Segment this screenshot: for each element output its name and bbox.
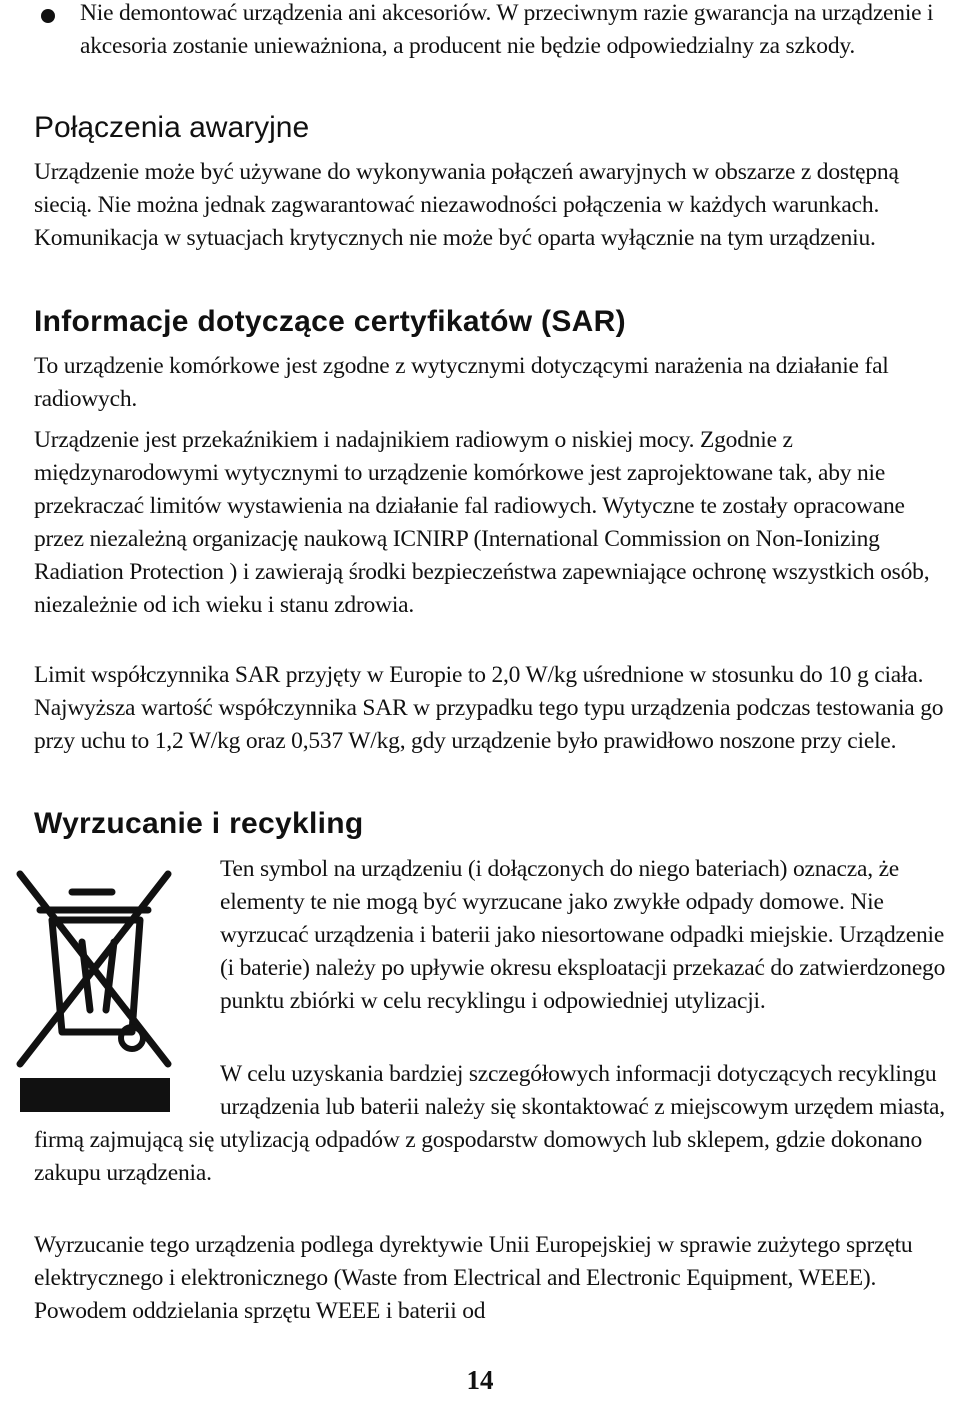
disposal-paragraph-1 [34,853,960,1051]
sar-paragraph-3: Limit współczynnika SAR przyjęty w Europie to 2,0 W/kg uśrednione w stosunku do 10 g ciała. Najwyższa wartość współczynnika SAR w przypadku tego typu urządzenia podczas testowania go przy uchu to 1,2 W/kg oraz 0,537 W/kg, gdy urządzenie było prawidłowo noszone przy ciele. [34,662,944,754]
section-heading-sar: Informacje dotyczące certyfikatów (SAR) [34,305,626,338]
disposal-paragraph-2 [34,1058,960,1190]
section-heading-disposal: Wyrzucanie i recykling [34,807,364,840]
bullet-icon [41,9,55,23]
sar-paragraph-2: Urządzenie jest przekaźnikiem i nadajnikiem radiowym o niskiej mocy. Zgodnie z międzynarodowymi wytycznymi to urządzenie komórkowe jest zaprojektowane tak, aby nie przekraczać limitów wystawienia na działanie fal radiowych. Wytyczne te zostały opracowane przez niezależną organizację naukową ICNIRP (International Commission on Non-Ionizing Radiation Protection ) i zawierają środki bezpieczeństwa zapewniające ochronę wszystkich osób, niezależnie od ich wieku i stanu zdrowia. [34,427,930,618]
sar-paragraph-1: To urządzenie komórkowe jest zgodne z wytycznymi dotyczącymi narażenia na działanie fal radiowych. [34,353,889,412]
section-heading-emergency-calls: Połączenia awaryjne [34,111,310,144]
bullet-text: Nie demontować urządzenia ani akcesoriów. W przeciwnym razie gwarancja na urządzenie i akcesoria zostanie unieważniona, a producent nie będzie odpowiedzialny za szkody. [80,0,934,59]
page-number: 14 [466,1365,494,1395]
emergency-calls-paragraph: Urządzenie może być używane do wykonywania połączeń awaryjnych w obszarze z dostępną siecią. Nie można jednak zagwarantować niezawodności połączenia w każdych warunkach. Komunikacja w sytuacjach krytycznych nie może być oparta wyłącznie na tym urządzeniu. [34,159,899,251]
disposal-paragraph-1-text: Ten symbol na urządzeniu (i dołączonych do niego bateriach) oznacza, że elementy te nie mogą być wyrzucane jako zwykłe odpady domowe. Nie wyrzucać urządzenia i baterii jako niesortowane odpadki miejskie. Urządzenie (i baterie) należy po upływie okresu eksploatacji przekazać do zatwierdzonego punktu zbiórki w celu recyklingu i odpowiedniej utylizacji. [220,856,946,1014]
disposal-paragraph-3: Wyrzucanie tego urządzenia podlega dyrektywie Unii Europejskiej w sprawie zużytego sprzętu elektrycznego i elektronicznego (Waste from Electrical and Electronic Equipment, WEEE). Powodem oddzielania sprzętu WEEE i baterii od [34,1232,913,1324]
disposal-paragraph-2-text: W celu uzyskania bardziej szczegółowych informacji dotyczących recyklingu urządzenia lub baterii należy się skontaktować z miejscowym urzędem miasta, firmą zajmującą się utylizacją odpadów z gospodarstw domowych lub sklepem, gdzie dokonano zakupu urządzenia. [34,1061,945,1186]
